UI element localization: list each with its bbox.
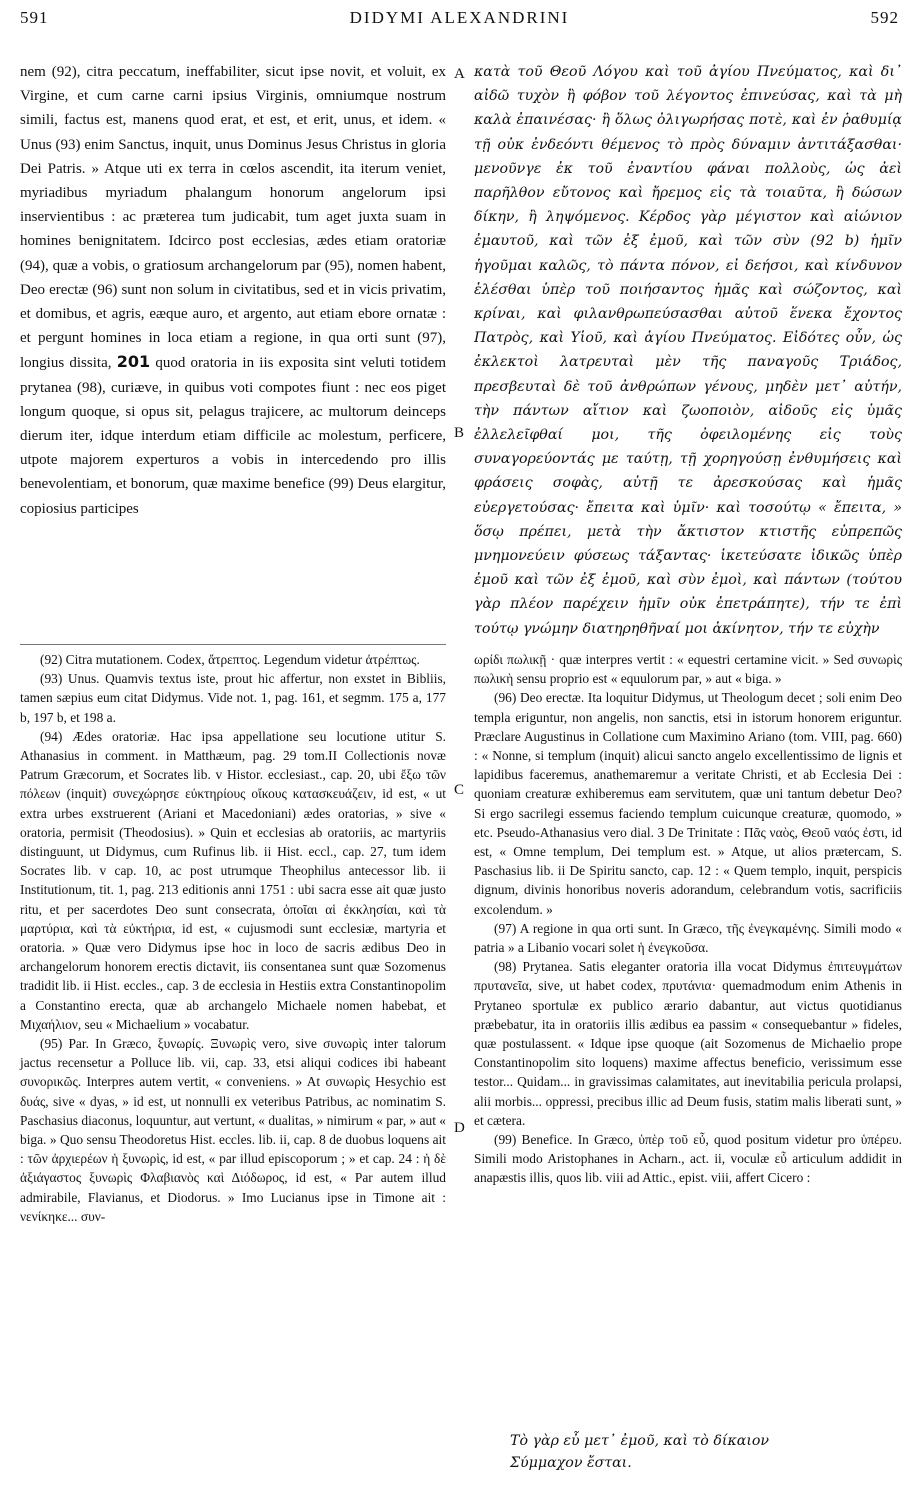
footnote-95-cont: ωρίδι πωλικῇ · quæ interpres vertit : « equestri certamine vicit. » Sed συνωρὶς πωλικὴ sensu proprio est « equulorum par, » aut « biga. » xyxy=(474,652,902,687)
verse-line-1: Τὸ γὰρ εὖ μετ᾽ ἐμοῦ, καὶ τὸ δίκαιον xyxy=(510,1433,770,1449)
inline-page-number: 201 xyxy=(116,352,151,372)
margin-marker-d: D xyxy=(454,1120,465,1136)
latin-text-part1: nem (92), citra peccatum, ineffabiliter, sicut ipse novit, et voluit, ex Virgine, et cum carne carni ipsius Virginis, omniumque nostrum simili, factus est, manens quod erat, et est, et erit, unus, et idem. « Unus (93) enim Sanctus, inquit, unus Dominus Jesus Christus in gloria Dei Patris. » Atque uti ex terra in cœlos ascendit, ita iterum veniet, myriadibus myriadum phalangum honorum angelorum ipsi inservientibus : ac præterea tum judicabit, tum aget juxta suam in homines benignitatem. Idcirco post ecclesias, ædes etiam oratoriæ (94), quæ a vobis, o gratiosum archangelorum par (95), nomen habent, Deo erectæ (96) sunt non solum in civitatibus, sed et in vicis privatim, et domibus, et agris, eæque auro, et argento, aut etiam ebore ornatæ : et pergunt homines in loca etiam a regione, in qua orti sunt (97), longius dissita, xyxy=(20,64,446,372)
footnotes-left xyxy=(20,650,446,1226)
main-text-latin xyxy=(20,60,446,521)
footnote-92: (92) Citra mutationem. Codex, ἄτρεπτος. Legendum videtur ἀτρέπτως. xyxy=(40,652,420,667)
margin-marker-b: B xyxy=(454,425,465,441)
verse-quote xyxy=(510,1430,769,1474)
page-number-left: 591 xyxy=(20,8,49,27)
footnote-95: (95) Par. In Græco, ξυνωρίς. Ξυνωρὶς vero, sive συνωρὶς inter talorum jactus recensetur a Polluce lib. vii, cap. 33, etsi aliqui codices ibi habeant συνορικῶς. Interpres autem vertit, « conveniens. » At συνωρὶς Hesychio est δυάς, sive « dyas, » id est, ut nonnulli ex veteribus Patribus, ac nominatim S. Paschasius diaconus, loquuntur, aut vertunt, « dualitas, » nimirum « par, » aut « biga. » Quo sensu Theodoretus Hist. eccles. lib. ii, cap. 8 de duobus loquens ait : τῶν ἀρχιερέων ἡ ξυνωρὶς, id est, « par illud episcoporum ; » et cap. 24 : ἡ δὲ ἀξιάγαστος ξυνωρὶς Φλαβιανὸς καὶ Διόδωρος, id est, « Par autem illud admirabile, Flavianus, et Diodorus. » Imo Lucianus ipse in Timone ait : νενίκηκε... συν- xyxy=(20,1036,446,1224)
footnote-96: (96) Deo erectæ. Ita loquitur Didymus, ut Theologum decet ; soli enim Deo templa eriguntur, non angelis, non sanctis, etsi in istorum honorem eriguntur. Præclare Augustinus in Collatione cum Maximino Ariano (tom. VIII, pag. 660) : « Nonne, si templum (inquit) alicui sancto angelo excellentissimo de lignis et lapidibus faceremus, anathemaremur a veritate Christi, et ab Ecclesia Dei : quoniam creaturæ exhiberemus eam servitutem, quæ uni tantum debetur Deo? Si ergo sacrilegi essemus faciendo templum cuicunque creaturæ, quomodo, » etc. Pseudo-Athanasius vero dial. 3 De Trinitate : Πᾶς ναὸς, Θεοῦ ναός ἐστι, id est, « Omne templum, Dei templum est. » Atque, ut alios prætercam, S. Paschasius lib. ii De Spiritu sancto, cap. 12 : « Quem templo, inquit, perspicis dignum, divinis honoribus noveris adorandum, celebrandum votis, sacrificiis excolendum. » xyxy=(474,690,902,917)
page-number-right: 592 xyxy=(870,8,899,27)
footnote-97: (97) A regione in qua orti sunt. In Græco, τῆς ἐνεγκαμένης. Simili modo « patria » a Libanio vocari solet ἡ ἐνεγκοῦσα. xyxy=(474,920,902,956)
main-text-greek xyxy=(474,60,902,641)
footnote-94: (94) Ædes oratoriæ. Hac ipsa appellatione seu locutione utitur S. Athanasius in comment. in Matthæum, pag. 29 tom.II Collectionis novæ Patrum Græcorum, et Socrates lib. v Histor. ecclesiast., cap. 20, ubi ἔξω τῶν πόλεων (inquit) συνεχώρησε εὐκτηρίους οἴκους κατασκευάζειν, id est, « ut extra urbes exstruerent (Ariani et Macedoniani) ædes oratorias, » sive « oratoria, permisit (Theodosius). » Quin et ecclesias ab oratoriis, ac martyriis distinguunt, ut Didymus, cum Rufinus lib. ii Hist. eccl., cap. 27, tum idem Socrates lib. v cap. 10, ac post utrumque Theophilus antecessor lib. ii Institutionum, tit. 1, pag. 213 editionis anni 1751 : ubi sacra esse ait quæ justo ritu, et per sacerdotes Deo sunt consecrata, ὁποῖαι αἱ ἐκκλησίαι, καὶ τὰ μαρτύρια, καὶ τὰ εὐκτήρια, id est, « cujusmodi sunt ecclesiæ, martyria et oratoria. » Quæ vero Didymus ipse hoc in loco de sacris ædibus Deo in archangelorum honorem erectis dictavit, iis consentanea sunt quæ Sozomenus tradidit lib. ii Hist. eccles., cap. 3 de ecclesia in Hestiis extra Constantinopolim a Constantino erecta, quæ ab archangelo Michaele nomen habebat, et Μιχαήλιον, seu « Michaelium » vocabatur. xyxy=(20,728,446,1032)
page-header xyxy=(0,8,919,38)
footnote-93: (93) Unus. Quamvis textus iste, prout hic affertur, non exstet in Bibliis, tamen sæpius eum citat Didymus. Vide not. 1, pag. 161, et segmm. 175 a, 177 b, 197 b, et 198 a. xyxy=(20,671,446,725)
footnotes-right xyxy=(474,650,902,1188)
margin-marker-a: A xyxy=(454,66,465,82)
greek-text: κατὰ τοῦ Θεοῦ Λόγου καὶ τοῦ ἁγίου Πνεύματος, καὶ δι᾽ αἰδῶ τυχὸν ἢ φόβον τοῦ λέγοντος ἐπινεύσας, καὶ τὰ μὴ καλὰ ἐπαινέσας· ἢ ὅλως ὀλιγωρήσας ποτὲ, καὶ ἐν ῥαθυμίᾳ τῇ οὐκ ἐνδεόντι θέμενος τὸ πρὸς δύναμιν ἀντιτάξασθαι· μενοῦνγε ἐκ τοῦ ἐναντίου φάναι πολλοὺς, ὡς ἀεὶ παρῆλθον εὔτονος καὶ ἤρεμος εἰς τὰ τοιαῦτα, ἢ δώσων δίκην, ἢ ληψόμενος. Κέρδος γὰρ μέγιστον καὶ αἰώνιον ἐμαυτοῦ, καὶ τῶν ἐξ ἐμοῦ, καὶ τῶν σὺν (92 b) ἡμῖν ἡγοῦμαι καλῶς, τὸ πάντα πόνον, εἰ δεήσοι, καὶ κίνδυνον ἑλέσθαι ὑπὲρ τοῦ ποιήσαντος ἡμᾶς καὶ σώζοντος, καὶ κρίναι, καὶ φιλανθρωπεύσασθαι αὐτοῦ ἕνεκα ἔχοντος Πατρὸς, καὶ Υἱοῦ, καὶ ἁγίου Πνεύματος. Εἰδότες οὖν, ὡς ἐκλεκτοὶ λατρευταὶ μὲν τῆς παναγοῦς Τριάδος, πρεσβευταὶ δὲ τοῦ ἀνθρώπων γένους, μηδὲν μετ᾽ αὐτήν, τὴν πάντων αἴτιον καὶ ζωοποιὸν, αἰδοῦς εἰς ὑμᾶς ἐλλελεῖφθαί μοι, τῆς ὀφειλομένης εἰς τοὺς συναγορεύοντάς με ταύτῃ, τῇ χορηγούσῃ ἐνθυμήσεις καὶ φράσεις σοφὰς, αὐτῇ τε ἀρεσκούσας καὶ ἡμᾶς εὐεργετούσας· ἔπειτα καὶ ὑμῖν· καὶ τοσούτῳ « ἔπειτα, » ὅσῳ πρέπει, μετὰ τὴν ἄκτιστον κτιστῆς εὐπρεπῶς μνημονεύειν φύσεως τάξαντας· ἱκετεύσατε ἰδικῶς ὑπὲρ ἐμοῦ καὶ τῶν ἐξ ἐμοῦ, καὶ σὺν ἐμοὶ, καὶ πάντων (τούτου γὰρ πλέον παρέχειν ἡμῖν οὐκ ἐπετράπητε), τήν τε ἐπὶ τούτῳ γνώμην διατηρηθῆναί μοι ἀκίνητον, τήν τε εὐχὴν xyxy=(474,64,902,637)
footnote-98: (98) Prytanea. Satis eleganter oratoria illa vocat Didymus ἐπιτευγμάτων πρυτανεῖα, sive, ut habet codex, πρυτάνια· quemadmodum enim Athenis in Prytaneo sportulæ ex publico ærario dabantur, aut victus quotidianus præbebatur, ita in oratoriis illis ædibus ea passim « consequebantur » fideles, quæ postulassent. « Idque ipse quoque (ait Sozomenus de Michaelio prope Constantinopolim sito loquens) maxime affectus beneficio, verissimum esse testor... Quidam... in gravissimas calamitates, aut inevitabilia pericula prolapsi, alii morbis... oppressi, precibus illic ad Deum fusis, statim malis liberati sunt, » et cætera. xyxy=(474,959,902,1128)
verse-line-2: Σύμμαχον ἔσται. xyxy=(510,1455,632,1471)
latin-text-part2: quod oratoria in iis exposita sint veluti totidem prytanea (98), curiæve, in quibus voti compotes fiunt : nec eos piget longum quoque, si opus sit, pelagus trajicere, ac multorum deinceps dierum iter, idque interdum etiam difficile ac molestum, perficere, utpote majorem experturos a vobis in intercedendo pro illis benevolentiam, et bonorum, quæ maxime benefice (99) Deus elargitur, copiosius participes xyxy=(20,355,446,517)
footnote-99: (99) Benefice. In Græco, ὑπὲρ τοῦ εὖ, quod positum videtur pro ὑπέρευ. Simili modo Aristophanes in Acharn., act. ii, voculæ εὖ articulum addidit in anapæstis illis, quos lib. viii ad Attic., epist. viii, affert Cicero : xyxy=(474,1132,902,1186)
running-title: DIDYMI ALEXANDRINI xyxy=(349,8,570,27)
margin-marker-c: C xyxy=(454,782,465,798)
notes-separator xyxy=(20,644,446,645)
